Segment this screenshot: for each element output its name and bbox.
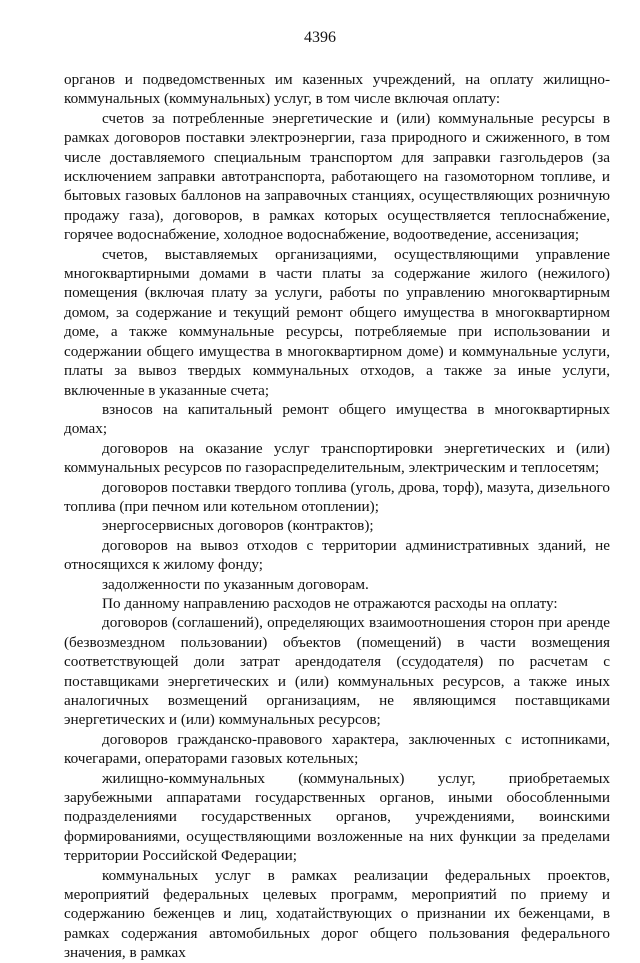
paragraph: коммунальных услуг в рамках реализации федеральных проектов, мероприятий федеральных целевых программ, мероприятий по приему и содержанию беженцев и лиц, ходатайствующих о признании их беженцами, в рамках содержания автомобильных дорог общего пользования федерального значения, в рамках — [64, 866, 610, 962]
paragraph: счетов, выставляемых организациями, осуществляющими управление многоквартирными домами в части платы за содержание жилого (нежилого) помещения (включая плату за услуги, работы по управлению многоквартирным домом, за содержание и текущий ремонт общего имущества в многоквартирном доме, а также коммунальные ресурсы, потребляемые при использовании и содержании общего имущества в многоквартирном доме) и коммунальные услуги, платы за вывоз твердых коммунальных отходов, а также за иные услуги, включенные в указанные счета; — [64, 245, 610, 399]
paragraph: договоров поставки твердого топлива (уголь, дрова, торф), мазута, дизельного топлива (при печном или котельном отоплении); — [64, 478, 610, 515]
paragraph: договоров на вывоз отходов с территории административных зданий, не относящихся к жилому фонду; — [64, 536, 610, 574]
paragraph: энергосервисных договоров (контрактов); — [102, 517, 374, 535]
paragraph: По данному направлению расходов не отражаются расходы на оплату: — [102, 594, 558, 612]
paragraph: договоров на оказание услуг транспортировки энергетических и (или) коммунальных ресурсов по газораспределительным, электрическим и теплосетям; — [64, 439, 610, 477]
paragraph: задолженности по указанным договорам. — [102, 575, 369, 593]
paragraph: счетов за потребленные энергетические и (или) коммунальные ресурсы в рамках договоров поставки электроэнергии, газа природного и сжиженного, в том числе доставляемого специальным транспортом для заправки газгольдеров (за исключением заправки автотранспорта, работающего на газомоторном топливе, и бытовых газовых баллонов на заправочных станциях, осуществляющих розничную продажу газа), договоров, в рамках которых осуществляется теплоснабжение, горячее водоснабжение, холодное водоснабжение, водоотведение, ассенизация; — [64, 109, 610, 244]
body-text — [64, 70, 610, 963]
page-number: 4396 — [304, 29, 336, 46]
paragraph: договоров (соглашений), определяющих взаимоотношения сторон при аренде (безвозмездном пользовании) объектов (помещений) в части возмещения соответствующей доли затрат арендодателя (ссудодателя) по расчетам с поставщиками энергетических и (или) коммунальных ресурсов, а также иных аналогичных возмещений организациям, не являющимся поставщиками энергетических и (или) коммунальных ресурсов; — [64, 614, 610, 729]
paragraph: органов и подведомственных им казенных учреждений, на оплату жилищно-коммунальных (коммунальных) услуг, в том числе включая оплату: — [64, 71, 610, 108]
paragraph: взносов на капитальный ремонт общего имущества в многоквартирных домах; — [64, 400, 610, 438]
paragraph: договоров гражданско-правового характера, заключенных с истопниками, кочегарами, операторами газовых котельных; — [64, 730, 610, 768]
paragraph: жилищно-коммунальных (коммунальных) услуг, приобретаемых зарубежными аппаратами государственных органов, иными обособленными подразделениями государственных органов, учреждениями, воинскими формированиями, осуществляющими возложенные на них функции за пределами территории Российской Федерации; — [64, 769, 610, 865]
